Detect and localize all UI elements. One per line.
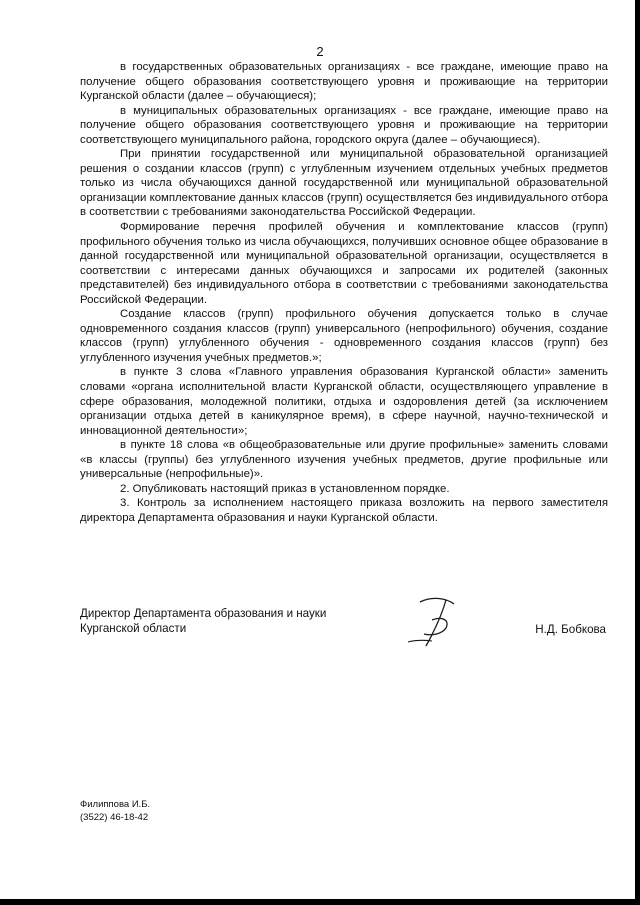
paragraph-profile-classes: Формирование перечня профилей обучения и комплектование классов (групп) профильного обучения только из числа обучающихся, получивших основное общее образование в данной государственной или муниципальной образовательной организации, осуществляется в соответствии с интересами данных обучающихся и запросами их родителей (законных представителей) без индивидуального отбора в соответствии с требованиями законодательства Российской Федерации. (80, 221, 608, 306)
page-number: 2 (316, 44, 324, 59)
executor-name: Филиппова И.Б. (80, 799, 151, 810)
signatory-position-line2: Курганской области (80, 622, 187, 635)
executor-phone: (3522) 46-18-42 (80, 812, 149, 823)
paragraph-class-creation: Создание классов (групп) профильного обучения допускается только в случае одновременного создания классов (групп) универсального (непрофильного) обучения, создание классов (групп) углубленного обучения - одновременного создания классов (групп) без углубленного изучения учебных предметов.»; (80, 308, 608, 364)
paragraph-item-3-amendment: в пункте 3 слова «Главного управления образования Курганской области» заменить словами «органа исполнительной власти Курганской области, осуществляющего управление в сфере образования, молодежной политики, отдыха и оздоровления детей (за исключением организации отдыха детей в каникулярное время), в сфере научной, научно-технической и инновационной деятельности»; (80, 366, 608, 437)
signatory-position (80, 606, 326, 636)
paragraph-advanced-classes: При принятии государственной или муниципальной образовательной организацией решения о создании классов (групп) с углубленным изучением отдельных учебных предметов только из числа обучающихся данной государственной или муниципальной образовательной организации комплектование данных классов (групп) осуществляется без индивидуального отбора в соответствии с требованиями законодательства Российской Федерации. (80, 148, 608, 219)
signature-block (80, 606, 608, 656)
paragraph-item-18-amendment: в пункте 18 слова «в общеобразовательные или другие профильные» заменить словами «в классы (группы) без углубленного изучения учебных предметов, другие профильные или универсальные (непрофильные)». (80, 439, 608, 481)
scan-edge-bottom (0, 899, 640, 905)
signatory-position-line1: Директор Департамента образования и науки (80, 607, 327, 620)
scan-edge-right (635, 0, 640, 905)
paragraph-control: 3. Контроль за исполнением настоящего приказа возложить на первого заместителя директора Департамента образования и науки Курганской области. (80, 497, 608, 524)
document-body (80, 60, 608, 526)
signatory-name: Н.Д. Бобкова (535, 623, 606, 636)
executor-info (80, 798, 150, 824)
paragraph-state-organizations: в государственных образовательных организациях - все граждане, имеющие право на получение общего образования соответствующего уровня и проживающие на территории Курганской области (далее – обучающиеся); (80, 61, 608, 103)
paragraph-municipal-organizations: в муниципальных образовательных организациях - все граждане, имеющие право на получение общего образования соответствующего уровня и проживающие на территории соответствующего муниципального района, городского округа (далее – обучающиеся). (80, 104, 608, 146)
handwritten-signature-icon (402, 594, 466, 650)
paragraph-publish-order: 2. Опубликовать настоящий приказ в установленном порядке. (120, 482, 450, 495)
